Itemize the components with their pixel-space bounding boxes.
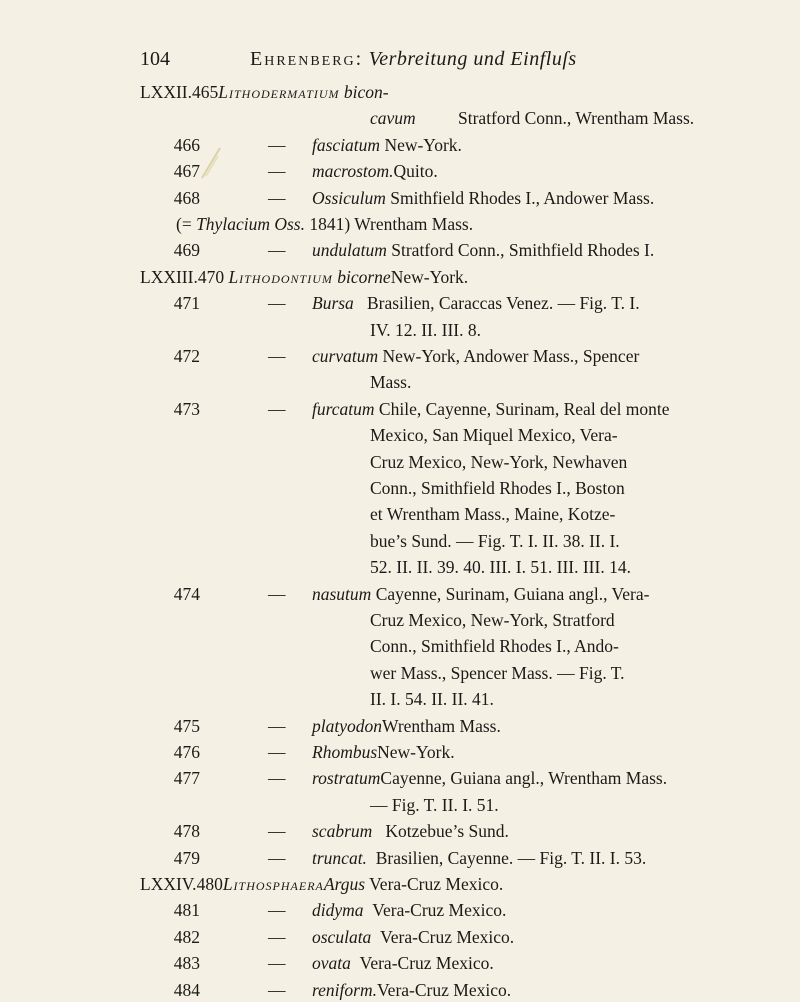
- entry-number: 484: [173, 979, 200, 1000]
- figure-reference: IV. 12. II. III. 8.: [370, 319, 481, 340]
- species-name: osculata: [312, 926, 372, 947]
- entry-number: 482: [173, 926, 200, 947]
- figure-reference: 52. II. II. 39. 40. III. I. 51. III. III. 14.: [370, 557, 631, 578]
- roman-numeral: LXXIV.: [140, 874, 197, 894]
- entry-number: 469: [173, 240, 200, 261]
- species-name: macrostom.: [312, 161, 394, 182]
- locality-text: Cruz Mexico, New-York, Newhaven: [370, 451, 628, 472]
- entry-number: 472: [173, 346, 200, 366]
- ditto-dash: —: [268, 583, 286, 604]
- species-name: fasciatum: [312, 134, 381, 155]
- entry-number: 480: [196, 874, 223, 894]
- entry-number: 474: [173, 583, 200, 604]
- ditto-dash: —: [268, 979, 286, 1000]
- species-name: Ossiculum: [312, 187, 386, 208]
- roman-numeral: LXXII.: [140, 82, 192, 102]
- running-header: [0, 48, 800, 80]
- locality-text: Vera-Cruz Mexico.: [380, 926, 515, 947]
- ditto-dash: —: [268, 161, 286, 182]
- locality-text: Vera-Cruz Mexico.: [359, 953, 494, 974]
- species-name: nasutum: [312, 583, 372, 604]
- locality-text: Cayenne, Surinam, Guiana angl., Vera-: [375, 583, 650, 604]
- entry-number: 476: [173, 742, 200, 762]
- species-name: bicorne: [337, 266, 391, 287]
- synonym-paren: (=: [176, 214, 192, 234]
- species-name: Thylacium Oss.: [196, 214, 305, 234]
- genus-name: Lithosphaera: [222, 874, 324, 894]
- locality-text: New-York.: [384, 134, 462, 155]
- ditto-dash: —: [268, 953, 286, 974]
- entry-number: 481: [173, 900, 200, 921]
- ditto-dash: —: [268, 821, 286, 842]
- header-subject: Verbreitung und Einfluſs: [368, 48, 577, 70]
- ditto-dash: —: [268, 346, 286, 366]
- ditto-dash: —: [268, 240, 286, 261]
- locality-text: New-York.: [377, 742, 455, 762]
- species-name: curvatum: [312, 346, 379, 366]
- locality-text: Brasilien, Caraccas Venez. — Fig. T. I.: [366, 293, 640, 314]
- species-name: Argus: [323, 874, 366, 894]
- locality-text: Vera-Cruz Mexico.: [369, 874, 504, 894]
- locality-text: New-York, Andower Mass., Spencer: [382, 346, 640, 366]
- locality-text: Brasilien, Cayenne. — Fig. T. II. I. 53.: [375, 847, 647, 868]
- ditto-dash: —: [268, 134, 286, 155]
- locality-text: Conn., Smithfield Rhodes I., Boston: [370, 478, 625, 498]
- page-number: 104: [140, 48, 170, 70]
- locality-text: Mass.: [370, 372, 412, 393]
- entry-number: 467: [173, 161, 200, 182]
- locality-text: Mexico, San Miquel Mexico, Vera-: [370, 425, 618, 446]
- genus-name: Lithodontium: [228, 266, 333, 287]
- header-author: Ehrenberg:: [250, 48, 364, 70]
- locality-text: Stratford Conn., Smithfield Rhodes I.: [391, 240, 655, 261]
- running-title: [250, 48, 577, 71]
- locality-text: Chile, Cayenne, Surinam, Real del monte: [378, 398, 670, 419]
- locality-text: wer Mass., Spencer Mass. — Fig. T.: [370, 662, 625, 683]
- entry-number: 483: [173, 953, 200, 974]
- species-name: scabrum: [312, 821, 373, 842]
- ditto-dash: —: [268, 293, 286, 314]
- species-name: Bursa: [312, 293, 354, 314]
- locality-text: Vera-Cruz Mexico.: [376, 979, 512, 1000]
- ditto-dash: —: [268, 847, 286, 868]
- entry-number: 479: [173, 847, 200, 868]
- entry-number: 470: [197, 266, 225, 287]
- species-name: didyma: [312, 900, 364, 921]
- ditto-dash: —: [268, 398, 286, 419]
- genus-name: Lithodermatium: [218, 82, 340, 102]
- species-name: undulatum: [312, 240, 387, 261]
- figure-reference: II. I. 54. II. II. 41.: [370, 689, 494, 710]
- entry-number: 478: [173, 821, 200, 842]
- locality-text: Vera-Cruz Mexico.: [372, 900, 507, 921]
- entry-number: 465: [192, 82, 219, 102]
- locality-text: Cruz Mexico, New-York, Stratford: [370, 610, 615, 630]
- entry-number: 468: [173, 187, 200, 208]
- ditto-dash: —: [268, 900, 286, 921]
- ditto-dash: —: [268, 926, 286, 947]
- species-name: ovata: [312, 953, 351, 974]
- species-name: reniform.: [312, 979, 377, 1000]
- locality-text: Smithfield Rhodes I., Andower Mass.: [390, 187, 655, 208]
- roman-numeral: LXXIII.: [140, 266, 198, 287]
- entry-number: 473: [173, 398, 200, 419]
- locality-text: Conn., Smithfield Rhodes I., Ando-: [370, 636, 619, 657]
- locality-text: et Wrentham Mass., Maine, Kotze-: [370, 504, 616, 525]
- ditto-dash: —: [268, 187, 286, 208]
- locality-text: 1841) Wrentham Mass.: [309, 214, 474, 234]
- locality-text: Stratford Conn., Wrentham Mass.: [458, 108, 695, 129]
- locality-text: Wrentham Mass.: [382, 715, 501, 736]
- species-name: truncat.: [312, 847, 367, 868]
- species-name: platyodon: [312, 715, 382, 736]
- species-name: furcatum: [312, 398, 375, 419]
- entry-number: 477: [173, 768, 200, 789]
- entry-number: 471: [173, 293, 200, 314]
- species-name: rostratum: [312, 768, 381, 789]
- locality-text: Cayenne, Guiana angl., Wrentham Mass.: [380, 768, 668, 789]
- ditto-dash: —: [268, 742, 286, 762]
- species-name: bicon-: [343, 82, 389, 102]
- pencil-mark-icon: [200, 146, 222, 180]
- figure-reference: — Fig. T. II. I. 51.: [370, 794, 499, 815]
- locality-text: Quito.: [393, 161, 438, 182]
- locality-text: New-York.: [390, 266, 469, 287]
- locality-text: bue’s Sund. — Fig. T. I. II. 38. II. I.: [370, 530, 620, 551]
- entry-number: 475: [173, 715, 200, 736]
- ditto-dash: —: [268, 715, 286, 736]
- species-name: cavum: [370, 108, 416, 129]
- species-name: Rhombus: [312, 742, 378, 762]
- ditto-dash: —: [268, 768, 286, 789]
- locality-text: Kotzebue’s Sund.: [385, 821, 509, 842]
- entry-number: 466: [173, 134, 200, 155]
